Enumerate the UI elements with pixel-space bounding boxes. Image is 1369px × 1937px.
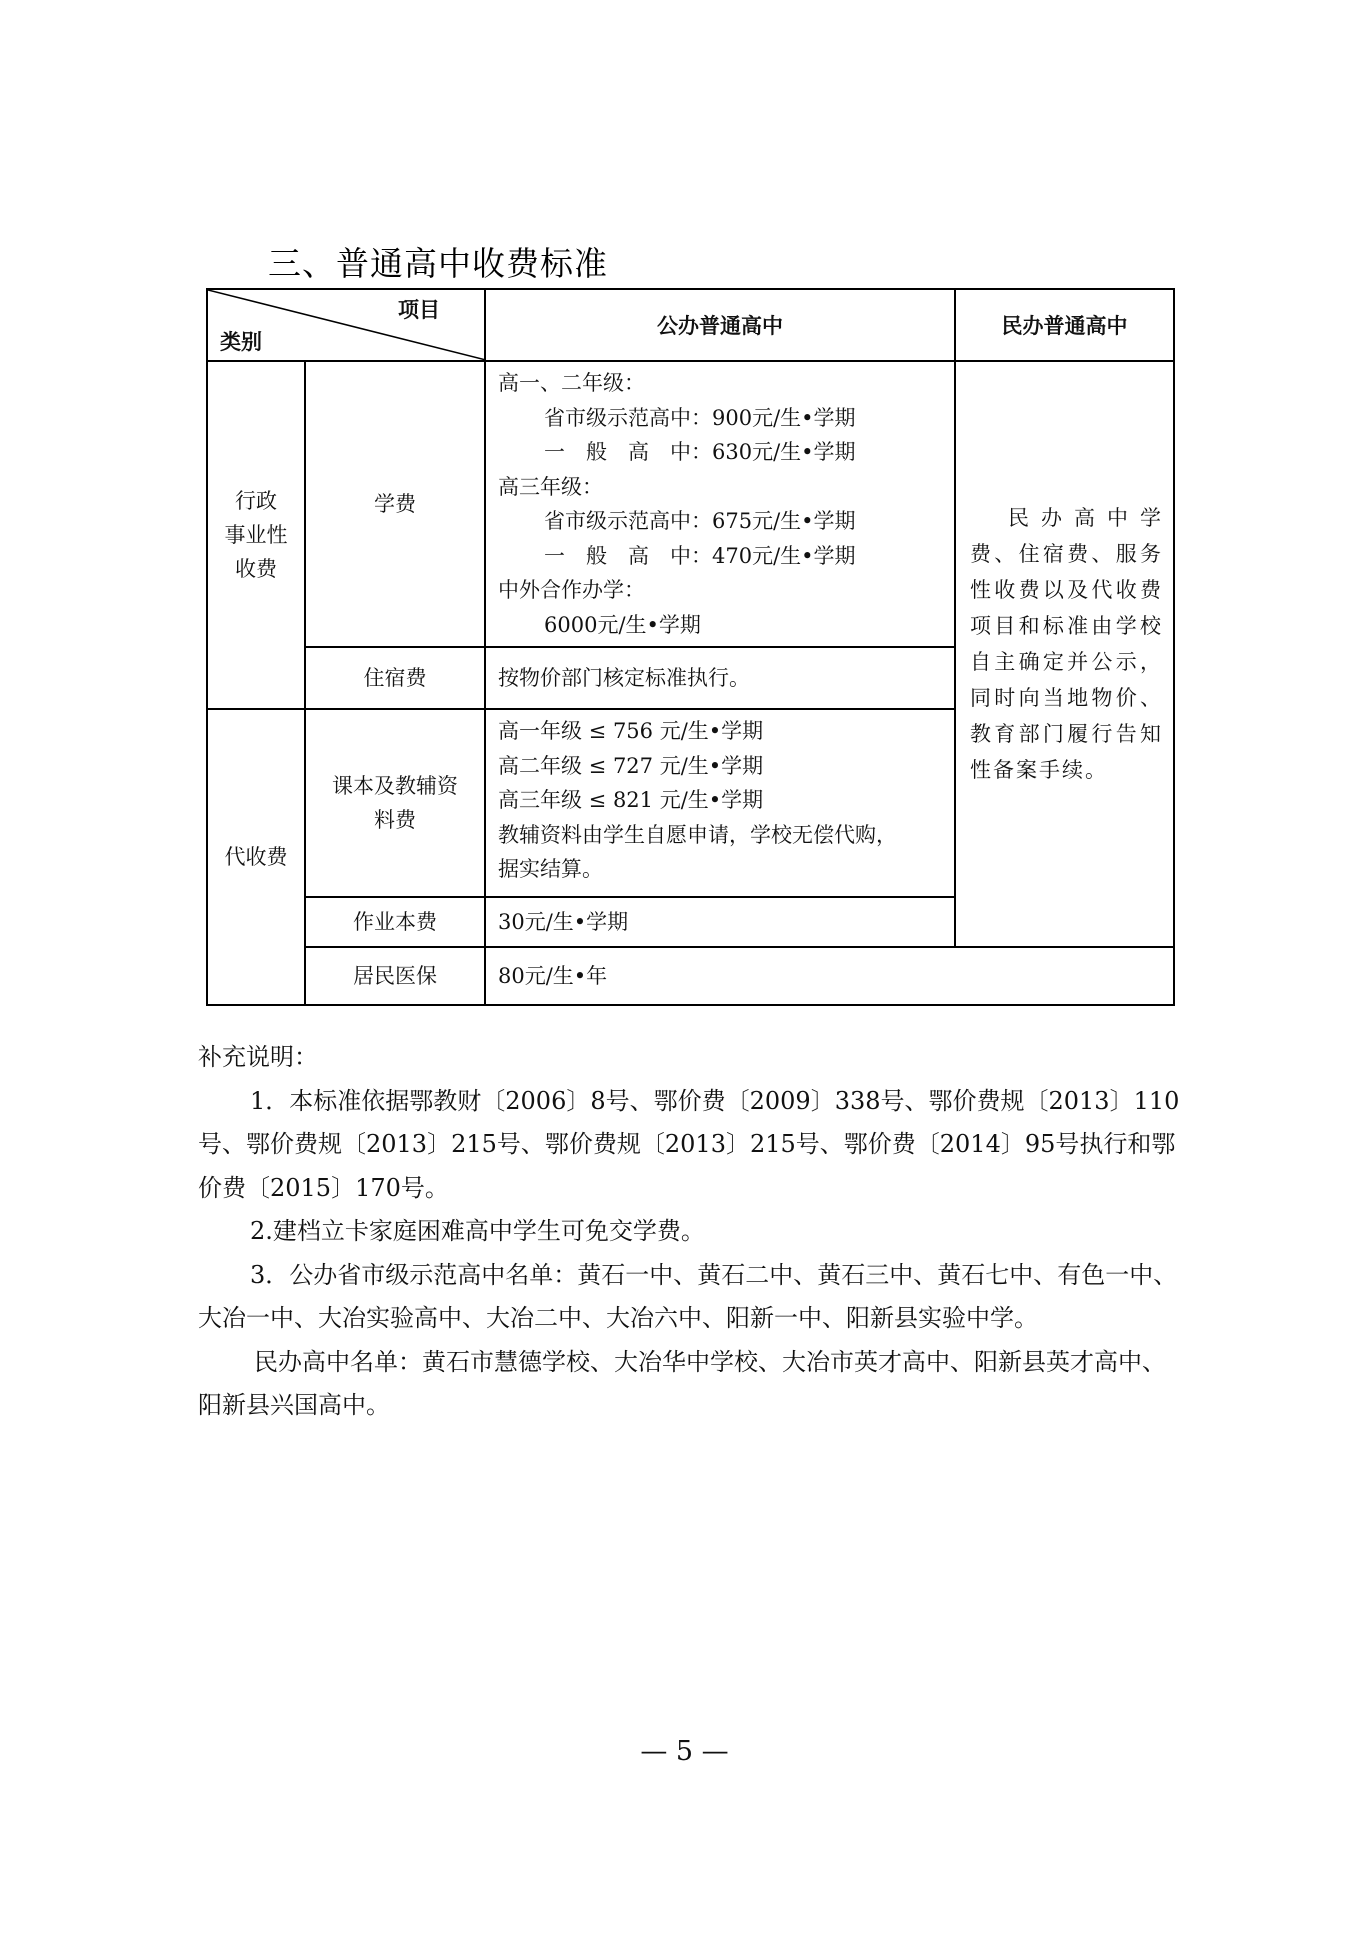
note-item: 3．公办省市级示范高中名单：黄石一中、黄石二中、黄石三中、黄石七中、有色一中、大冶一中、大冶实验高中、大冶二中、大冶六中、阳新一中、阳新县实验中学。: [198, 1260, 1178, 1332]
books-label: [305, 709, 485, 897]
group-admin-line: 事业性: [224, 523, 288, 547]
books-label-line: 料费: [374, 808, 416, 832]
books-line: 高一年级 ≤ 756 元/生•学期: [498, 719, 764, 743]
homework-label: 作业本费: [305, 897, 485, 947]
fee-table: [206, 288, 1175, 1006]
tuition-line: 中外合作办学：: [498, 578, 645, 602]
tuition-line: 高一、二年级：: [498, 371, 645, 395]
books-line: 高三年级 ≤ 821 元/生•学期: [498, 788, 764, 812]
tuition-line: 高三年级：: [498, 474, 603, 499]
tuition-line: 6000元/生•学期: [544, 612, 701, 637]
note-item: 1．本标准依据鄂教财〔2006〕8号、鄂价费〔2009〕338号、鄂价费规〔2013〕110号、鄂价费规〔2013〕215号、鄂价费规〔2013〕215号、鄂价费〔2014〕95号执行和鄂价费〔2015〕170号。: [198, 1086, 1180, 1202]
group-collected-fees: 代收费: [207, 709, 305, 1005]
header-public: 公办普通高中: [485, 289, 955, 361]
note-item: 民办高中名单：黄石市慧德学校、大冶华中学校、大冶市英才高中、阳新县英才高中、阳新县兴国高中。: [198, 1347, 1166, 1419]
diagonal-header-cell: [207, 289, 485, 361]
books-line: 据实结算。: [498, 857, 603, 881]
header-category-label: 类别: [220, 330, 262, 354]
books-line: 教辅资料由学生自愿申请，学校无偿代购，: [498, 822, 897, 847]
section-title: 三、普通高中收费标准: [268, 244, 608, 283]
tuition-line: 省市级示范高中：900元/生•学期: [544, 405, 856, 430]
private-school-note: [955, 361, 1174, 947]
tuition-line: 省市级示范高中：675元/生•学期: [544, 509, 856, 533]
books-content: [485, 709, 955, 897]
page-number: — 5 —: [640, 1736, 729, 1767]
homework-content: 30元/生•学期: [485, 897, 955, 947]
notes-heading: 补充说明：: [198, 1043, 318, 1071]
tuition-content: [485, 361, 955, 647]
supplementary-notes: [198, 1036, 1188, 1428]
private-note-text: 民办高中学费、住宿费、服务性收费以及代收费项目和标准由学校自主确定并公示，同时向当地物价、教育部门履行告知性备案手续。: [970, 506, 1163, 782]
lodging-label: 住宿费: [305, 647, 485, 709]
medical-content: 80元/生•年: [485, 947, 1174, 1005]
lodging-content: 按物价部门核定标准执行。: [485, 647, 955, 709]
group-admin-line: 行政: [235, 489, 277, 513]
group-admin-fees: [207, 361, 305, 709]
group-admin-line: 收费: [235, 557, 277, 581]
medical-label: 居民医保: [305, 947, 485, 1005]
books-label-line: 课本及教辅资: [332, 774, 458, 798]
header-item-label: 项目: [398, 298, 440, 322]
books-line: 高二年级 ≤ 727 元/生•学期: [498, 753, 764, 778]
tuition-line: 一 般 高 中：630元/生•学期: [544, 440, 856, 464]
tuition-label: 学费: [305, 361, 485, 647]
header-private: 民办普通高中: [955, 289, 1174, 361]
note-item: 2.建档立卡家庭困难高中学生可免交学费。: [250, 1217, 705, 1245]
tuition-line: 一 般 高 中：470元/生•学期: [544, 543, 856, 568]
